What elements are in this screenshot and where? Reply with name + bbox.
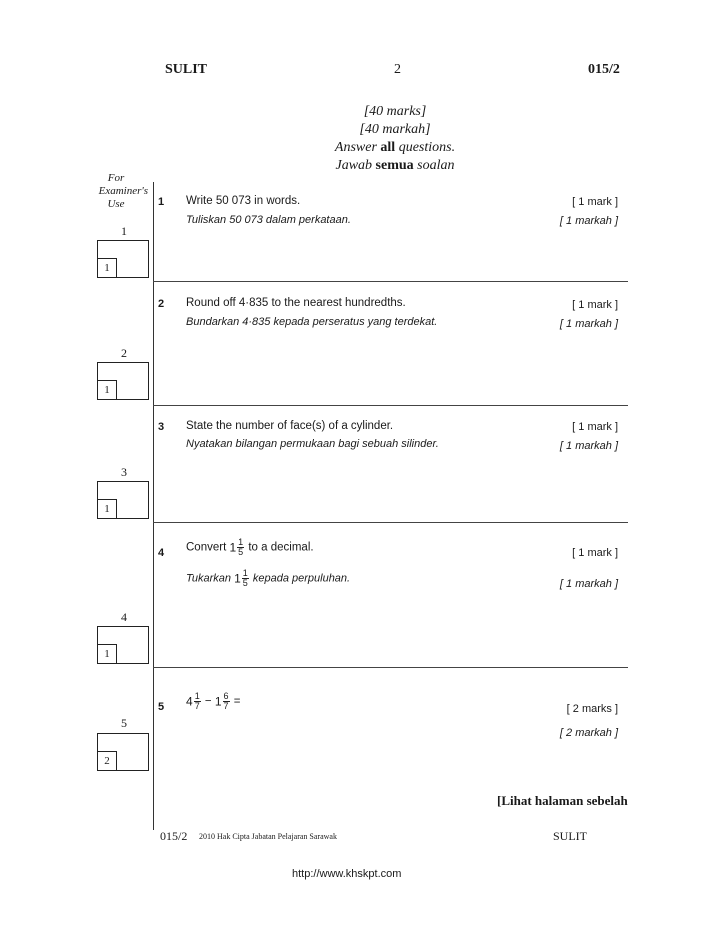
question-2-text-ms: Bundarkan 4·835 kepada perseratus yang terdekat. [186,316,438,328]
question-4-box-label: 4 [121,610,127,624]
question-5-b-denominator: 7 [223,701,229,711]
page-number: 2 [394,62,401,77]
question-4-text-suffix: to a decimal. [245,541,314,554]
question-3-score-value: 1 [97,499,117,519]
question-4-text-ms [186,569,350,588]
question-5-score-value: 2 [97,751,117,771]
question-3-box-label: 3 [121,465,127,479]
question-4-text [186,538,314,557]
next-page-note: [Lihat halaman sebelah [497,793,628,808]
question-5-number: 5 [158,701,165,713]
question-5-b-fraction [223,692,230,711]
question-5-score-box [97,733,149,771]
question-4-numerator: 1 [238,537,244,547]
question-5-a-numerator: 1 [194,691,200,701]
answer-en-suffix: questions. [395,140,456,155]
answer-instruction-en [285,139,505,157]
question-5-box-label: 5 [121,716,127,730]
question-5-mark-ms: [ 2 markah ] [559,727,618,739]
divider-2 [153,405,628,406]
question-5-b-whole: 1 [214,694,222,709]
question-2-mark-ms: [ 1 markah ] [559,318,618,330]
question-4-ms-suffix: kepada perpuluhan. [249,572,351,585]
question-1-number: 1 [158,196,165,208]
marks-header [285,103,505,175]
answer-en-prefix: Answer [334,140,381,155]
question-5-a-whole: 4 [186,694,193,709]
answer-ms-suffix: soalan [413,158,455,173]
answer-ms-bold: semua [375,158,414,173]
question-4-ms-fraction [242,569,249,588]
question-4-whole: 1 [229,540,237,555]
paper-code: 015/2 [588,62,620,77]
divider-1 [153,281,628,282]
answer-en-bold: all [380,140,396,155]
question-1-mark-ms: [ 1 markah ] [559,215,618,227]
question-1-score-value: 1 [97,258,117,278]
total-marks-en: [40 marks] [363,104,427,119]
footer-code: 015/2 [160,829,188,843]
margin-vertical-line [153,182,154,830]
divider-4 [153,667,628,668]
question-4-ms-denominator: 5 [242,578,248,588]
question-4-ms-whole: 1 [234,571,241,586]
question-5-a-denominator: 7 [194,701,200,711]
question-5-mark: [ 2 marks ] [566,703,618,715]
question-2-mark: [ 1 mark ] [572,299,618,311]
question-4-score-value: 1 [97,644,117,664]
footer-sulit: SULIT [553,829,587,843]
question-2-score-box [97,362,149,400]
question-4-mark: [ 1 mark ] [572,547,618,559]
question-1-text-ms: Tuliskan 50 073 dalam perkataan. [186,214,351,226]
examiner-line-1: For [107,172,125,184]
question-2-score-value: 1 [97,380,117,400]
question-3-mark: [ 1 mark ] [572,421,618,433]
question-4-text-prefix: Convert [186,541,230,554]
question-2-box-label: 2 [121,346,127,360]
question-3-number: 3 [158,421,165,433]
question-4-ms-prefix: Tukarkan [186,572,235,585]
question-5-equals: = [230,695,241,708]
question-5-a-fraction [194,692,201,711]
question-4-score-box [97,626,149,664]
footer-copyright: 2010 Hak Cipta Jabatan Pelajaran Sarawak [199,832,337,841]
total-marks-ms: [40 markah] [359,122,431,137]
question-3-text-ms: Nyatakan bilangan permukaan bagi sebuah silinder. [186,438,439,450]
question-4-mark-ms: [ 1 markah ] [559,578,618,590]
question-1-mark: [ 1 mark ] [572,196,618,208]
header-sulit: SULIT [165,62,208,77]
question-2-number: 2 [158,298,165,310]
source-url[interactable]: http://www.khskpt.com [292,868,402,880]
question-4-number: 4 [158,547,165,559]
question-3-text: State the number of face(s) of a cylinder. [186,420,394,432]
question-1-text: Write 50 073 in words. [186,195,301,207]
question-5-b-numerator: 6 [223,691,229,701]
question-3-mark-ms: [ 1 markah ] [559,440,618,452]
question-3-score-box [97,481,149,519]
answer-ms-prefix: Jawab [335,158,376,173]
question-1-score-box [97,240,149,278]
answer-instruction-ms [285,157,505,175]
examiner-line-3: Use [107,198,125,210]
divider-3 [153,522,628,523]
question-4-denominator: 5 [238,547,244,557]
examiner-line-2: Examiner's [98,185,148,197]
examiner-use-label [88,172,148,211]
question-2-text: Round off 4·835 to the nearest hundredths. [186,297,406,309]
question-5-operator: − [201,695,215,708]
question-4-ms-numerator: 1 [242,568,248,578]
question-5-expression [186,692,240,711]
question-1-box-label: 1 [121,224,127,238]
question-4-fraction [237,538,244,557]
